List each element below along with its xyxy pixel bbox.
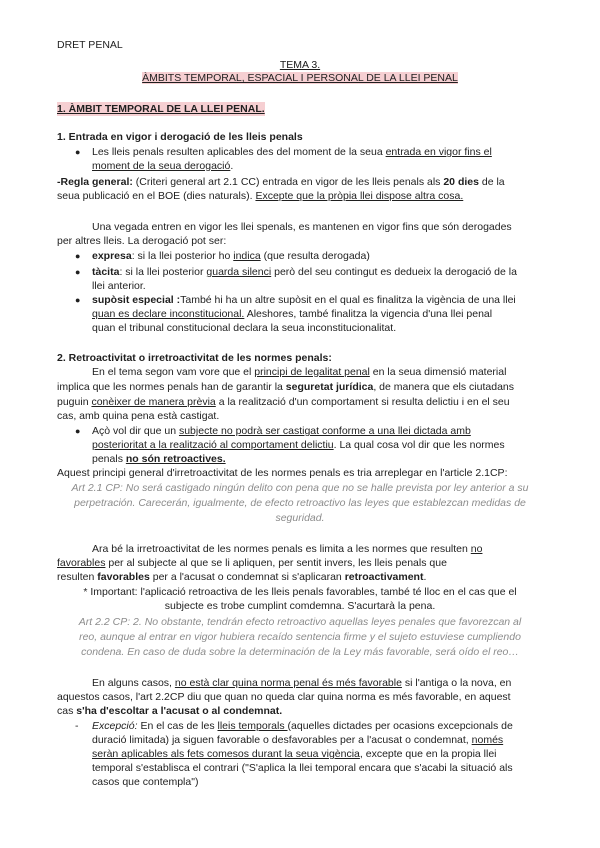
list-item-suposit-cont2: quan el tribunal constitucional declara la seua inconstitucionalitat. — [92, 322, 397, 334]
quote-art-2-2-l3: condena. En caso de duda sobre la determinación de la Ley más favorable, será oído el reo… — [81, 646, 519, 658]
important-note-l2: subjecte es trobe cumplint comdemna. S'acurtarà la pena. — [164, 600, 436, 612]
retro-para-3-l3: cas s'ha d'escoltar a l'acusat o al condemnat. — [57, 705, 283, 717]
bullet-subjecte: Açò vol dir que un subjecte no podrà ser castigat conforme a una llei dictada amb — [92, 425, 471, 437]
bullet-icon: ● — [75, 295, 81, 305]
derogacio-para-cont: per altres lleis. La derogació pot ser: — [57, 235, 227, 247]
list-item-suposit: supòsit especial :També hi ha un altre supòsit en el qual es finalitza la vigència de una llei — [92, 294, 516, 306]
quote-art-2-1-l2: perpetración. Carecerán, igualmente, de efecto retroactivo las leyes que establezcan medidas de — [74, 497, 526, 509]
list-item-expresa: expresa: si la llei posterior ho indica (que resulta derogada) — [92, 250, 370, 262]
tema-title: TEMA 3. — [279, 59, 321, 71]
subsection-2-heading: 2. Retroactivitat o irretroactivitat de les normes penals: — [57, 352, 332, 364]
section-1-heading: 1. ÀMBIT TEMPORAL DE LA LLEI PENAL. — [57, 103, 265, 115]
list-item-tacita-cont: llei anterior. — [92, 280, 146, 292]
bullet-icon: ● — [75, 147, 81, 157]
retro-para-3: En alguns casos, no està clar quina norma penal és més favorable si l'antiga o la nova, en — [92, 677, 512, 689]
quote-art-2-1: Art 2.1 CP: No será castigado ningún delito con pena que no se halle prevista por ley anterior a su — [71, 482, 529, 494]
bullet-icon: ● — [75, 426, 81, 436]
bullet-entrada-vigor: Les lleis penals resulten aplicables des del moment de la seua entrada en vigor fins el — [92, 146, 492, 158]
excepcio-para: Excepció: En el cas de les lleis temporals (aquelles dictades per ocasions excepcionals de — [92, 720, 513, 732]
header-subject: DRET PENAL — [57, 39, 123, 51]
page-subtitle: ÀMBITS TEMPORAL, ESPACIAL I PERSONAL DE LA LLEI PENAL — [142, 72, 458, 84]
list-item-tacita: tàcita: si la llei posterior guarda silenci però del seu contingut es dedueix la derogació de la — [92, 266, 517, 278]
article-intro: Aquest principi general d'irretroactivitat de les normes penals es tria arreplegar en l'article 2.1CP: — [57, 467, 508, 479]
bullet-entrada-vigor-cont: moment de la seua derogació. — [92, 160, 234, 172]
quote-art-2-1-l3: seguridad. — [275, 512, 325, 524]
quote-art-2-2-l2: reo, aunque al entrar en vigor hubiera recaído sentencia firme y el sujeto estuviese cumpliendo — [79, 631, 521, 643]
excepcio-para-l2: duració limitada) ja siguen favorable o desfavorables per a l'acusat o condemnat, només — [92, 734, 504, 746]
subsection-1-heading: 1. Entrada en vigor i derogació de les lleis penals — [57, 131, 303, 143]
quote-art-2-2: Art 2.2 CP: 2. No obstante, tendrán efecto retroactivo aquellas leyes penales que favorezcan al — [78, 616, 522, 628]
bullet-icon: ● — [75, 251, 81, 261]
excepcio-para-l3: seràn aplicables als fets comesos durant la seua vigència, excepte que en la propia llei — [92, 748, 497, 760]
list-item-suposit-cont: quan es declare inconstitucional. Aleshores, també finalitza la vigencia d'una llei penal — [92, 308, 493, 320]
regla-general: -Regla general: (Criteri general art 2.1 CC) entrada en vigor de les lleis penals als 20 dies de la — [57, 176, 505, 188]
retro-para-1-l2: implica que les normes penals han de garantir la seguretat jurídica, de manera que els ciutadans — [57, 381, 515, 393]
retro-para-2-l2: favorables per al subjecte al que se li apliquen, per sentit invers, les lleis penals que — [57, 557, 447, 569]
retro-para-1-l4: cas, amb quina pena està castigat. — [57, 410, 220, 422]
retro-para-2-l3: resulten favorables per a l'acusat o condemnat si s'aplicaran retroactivament. — [57, 571, 427, 583]
derogacio-para: Una vegada entren en vigor les llei spenals, es mantenen en vigor fins que són derogades — [92, 221, 512, 233]
excepcio-para-l4: temporal s'establisca el contrari ("S'aplica la llei temporal encara que s'acabi la situació als — [92, 762, 513, 774]
retro-para-1: En el tema segon vam vore que el principi de legalitat penal en la seua dimensió material — [92, 366, 507, 378]
regla-general-cont: seua publicació en el BOE (dies naturals). Excepte que la pròpia llei dispose altra cosa. — [57, 190, 464, 202]
bullet-subjecte-l3: penals no són retroactives. — [92, 453, 226, 465]
bullet-icon: ● — [75, 267, 81, 277]
important-note: * Important: l'aplicació retroactiva de les lleis penals favorables, també té lloc en el cas que el — [83, 586, 517, 598]
retro-para-1-l3: puguin conèixer de manera prèvia a la realització d'un comportament si resulta delictiu i en el seu — [57, 396, 510, 408]
dash-bullet-icon: - — [75, 720, 79, 732]
retro-para-2: Ara bé la irretroactivitat de les normes penals es limita a les normes que resulten no — [92, 543, 483, 555]
excepcio-para-l5: casos que contempla") — [92, 776, 199, 788]
bullet-subjecte-l2: posterioritat a la realització al comportament delictiu. La qual cosa vol dir que les normes — [92, 439, 505, 451]
retro-para-3-l2: aquestos casos, l'art 2.2CP diu que quan no queda clar quina norma es més favorable, en aquest — [57, 691, 511, 703]
